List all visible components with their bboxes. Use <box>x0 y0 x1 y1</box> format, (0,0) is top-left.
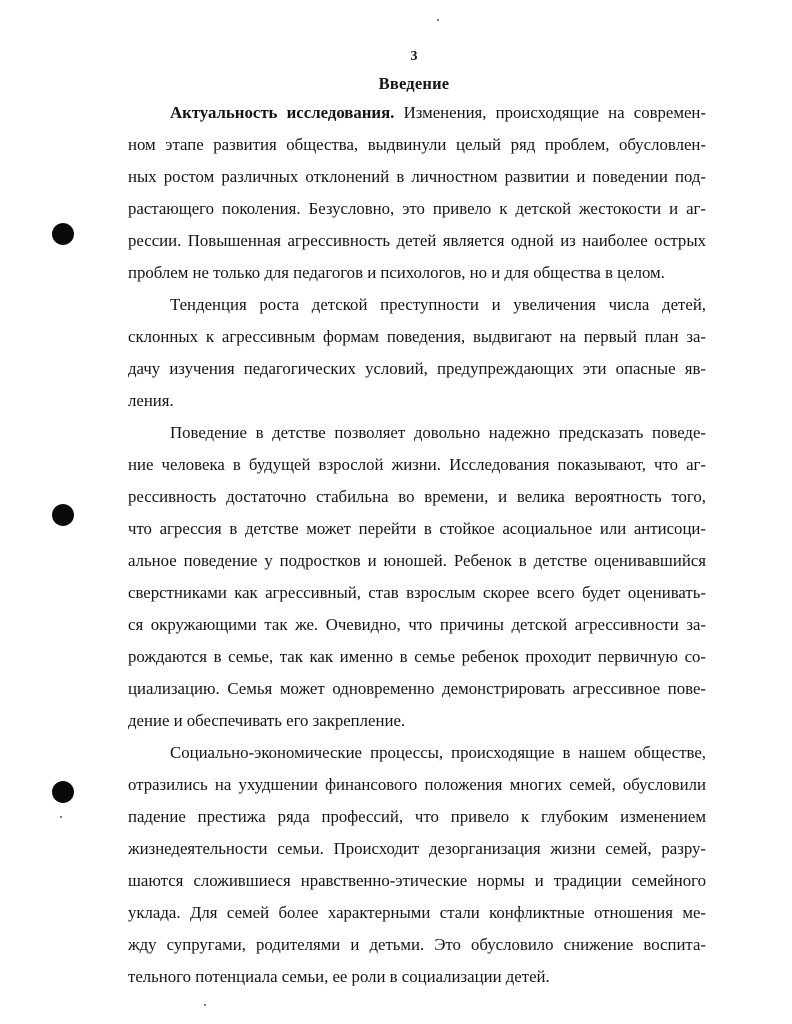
text-line: падение престижа ряда профессий, что привело к глубоким изменением <box>128 807 706 826</box>
text-line: дение и обеспечивать его закрепление. <box>128 711 406 730</box>
text-line: что агрессия в детстве может перейти в стойкое асоциальное или антисоци- <box>128 519 706 538</box>
text-line: Социально-экономические процессы, происходящие в нашем обществе, <box>170 743 706 762</box>
text-line: склонных к агрессивным формам поведения, выдвигают на первый план за- <box>128 327 706 346</box>
text-line: сверстниками как агрессивный, став взрослым скорее всего будет оценивать- <box>128 583 706 602</box>
text-line: Поведение в детстве позволяет довольно надежно предсказать поведе- <box>170 423 706 442</box>
text-line: Тенденция роста детской преступности и увеличения числа детей, <box>170 295 706 314</box>
text-line: жду супругами, родителями и детьми. Это обусловило снижение воспита- <box>128 935 706 954</box>
text-line: рессивность достаточно стабильна во времени, и велика вероятность того, <box>128 487 706 506</box>
text-line: рождаются в семье, так как именно в семье ребенок проходит первичную со- <box>128 647 706 666</box>
scan-speck <box>60 816 62 818</box>
text-line: уклада. Для семей более характерными стали конфликтные отношения ме- <box>128 903 706 922</box>
section-title: Введение <box>378 74 450 93</box>
lead-phrase: Актуальность исследования. <box>170 103 395 122</box>
text-line: ном этапе развития общества, выдвинули целый ряд проблем, обусловлен- <box>128 135 706 154</box>
scan-speck <box>437 19 439 21</box>
text-line: дачу изучения педагогических условий, предупреждающих эти опасные яв- <box>128 359 706 378</box>
text-line: ления. <box>128 391 174 410</box>
text-line <box>170 98 706 128</box>
scan-speck <box>204 1004 206 1006</box>
text-line: альное поведение у подростков и юношей. Ребенок в детстве оценивавшийся <box>128 551 706 570</box>
text-line: отразились на ухудшении финансового положения многих семей, обусловили <box>128 775 706 794</box>
punch-hole <box>52 781 74 803</box>
punch-hole <box>52 223 74 245</box>
text-line: тельного потенциала семьи, ее роли в социализации детей. <box>128 967 550 986</box>
text-line: жизнедеятельности семьи. Происходит дезорганизация жизни семей, разру- <box>128 839 706 858</box>
text-line: шаются сложившиеся нравственно-этические нормы и традиции семейного <box>128 871 706 890</box>
page-number: 3 <box>410 49 418 64</box>
text-line: циализацию. Семья может одновременно демонстрировать агрессивное пове- <box>128 679 706 698</box>
text-line: рессии. Повышенная агрессивность детей является одной из наиболее острых <box>128 231 706 250</box>
punch-hole <box>52 504 74 526</box>
text-line: проблем не только для педагогов и психологов, но и для общества в целом. <box>128 263 665 282</box>
text-line: растающего поколения. Безусловно, это привело к детской жестокости и аг- <box>128 199 706 218</box>
text-line: ных ростом различных отклонений в личностном развитии и поведении под- <box>128 167 706 186</box>
text-line: ся окружающими так же. Очевидно, что причины детской агрессивности за- <box>128 615 706 634</box>
line-text: Изменения, происходящие на современ- <box>394 103 706 122</box>
text-line: ние человека в будущей взрослой жизни. Исследования показывают, что аг- <box>128 455 706 474</box>
